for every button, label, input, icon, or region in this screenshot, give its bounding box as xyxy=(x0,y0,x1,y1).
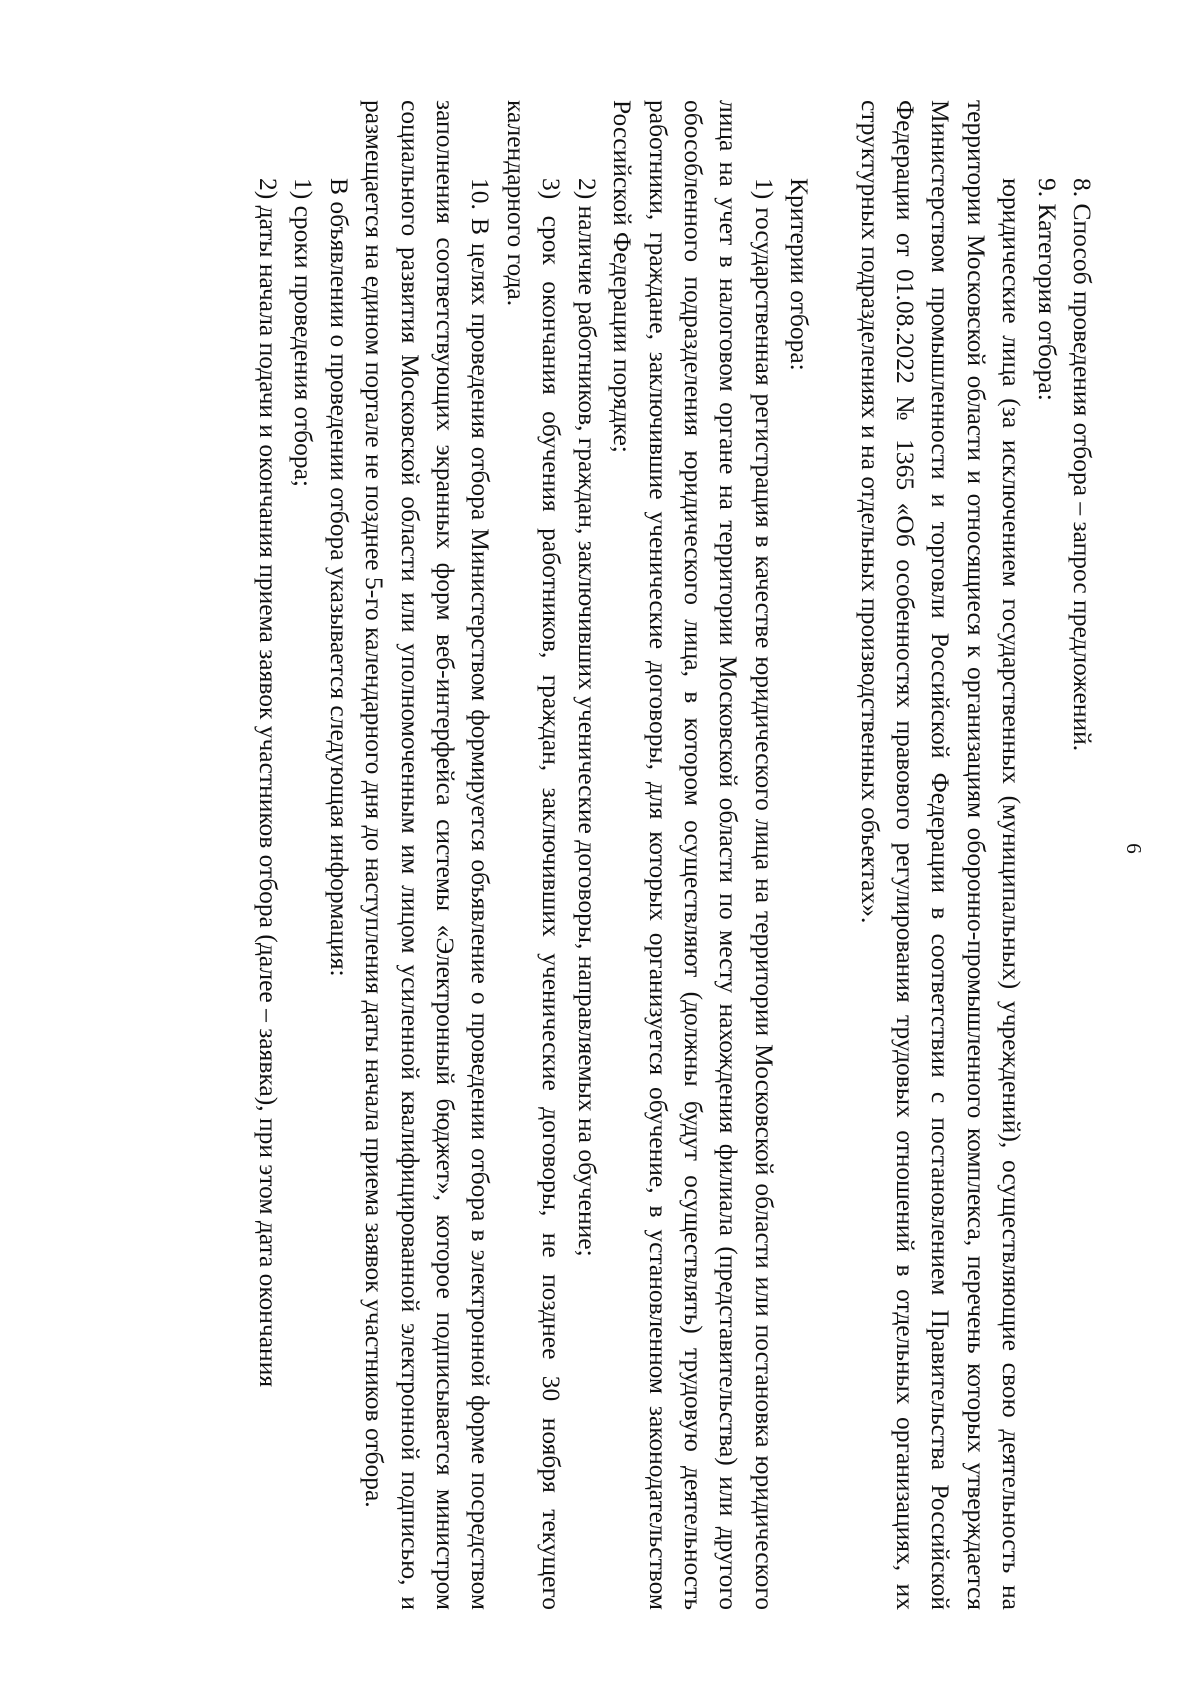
paragraph-criteria-heading: Критерии отбора: xyxy=(785,178,815,371)
paragraph-selection-category-heading: 9. Категория отбора: xyxy=(1032,178,1062,401)
paragraph-info-item-2: 2) даты начала подачи и окончания приема заявок участников отбора (далее – заявка), при этом дата окончания xyxy=(254,178,284,1388)
paragraph-selection-category: юридические лица (за исключением государственных (муниципальных) учреждений), осуществляющие свою деятельность на территории Московской области и относящиеся к организациям оборонно-промышленного комплекса, перечень которых утверждается Министерством промышленности и торговли Российской Федерации в соответствии с постановлением Правительства Российской Федерации от 01.08.2022 № 1365 «Об особенностях правового регулирования трудовых отношений в отдельных организациях, их структурных подразделениях и на отдельных производственных объектах». xyxy=(855,100,1027,1610)
paragraph-info-item-1: 1) сроки проведения отбора; xyxy=(289,178,319,487)
paragraph-criterion-2: 2) наличие работников, граждан, заключивших ученические договоры, направляемых на обучение; xyxy=(572,178,602,1257)
page-number: 6 xyxy=(1122,843,1146,854)
paragraph-announcement: 10. В целях проведения отбора Министерством формируется объявление о проведении отбора в электронной форме посредством заполнения соответствующих экранных форм веб-интерфейса системы «Электронный бюджет», которое подписывается министром социального развития Московской области или уполномоченным им лицом усиленной квалифицированной электронной подписью, и размещается на едином портале не позднее 5-го календарного дня до наступления даты начала приема заявок участников отбора. xyxy=(360,100,496,1610)
document-body xyxy=(251,100,1100,1610)
paragraph-criterion-1: 1) государственная регистрация в качестве юридического лица на территории Московской области или постановка юридического лица на учет в налоговом органе на территории Московской области по месту нахождения филиала (представительства) или другого обособленного подразделения юридического лица, в котором осуществляют (должны будут осуществлять) трудовую деятельность работники, граждане, заключившие ученические договоры, для которых организуется обучение, в установленном законодательством Российской Федерации порядке; xyxy=(608,100,779,1610)
paragraph-announcement-info-heading: В объявлении о проведении отбора указывается следующая информация: xyxy=(324,178,354,977)
paragraph-selection-method: 8. Способ проведения отбора – запрос предложений. xyxy=(1068,178,1097,752)
paragraph-criterion-3: 3) срок окончания обучения работников, граждан, заключивших ученические договоры, не позднее 30 ноября текущего календарного года. xyxy=(501,100,567,1610)
